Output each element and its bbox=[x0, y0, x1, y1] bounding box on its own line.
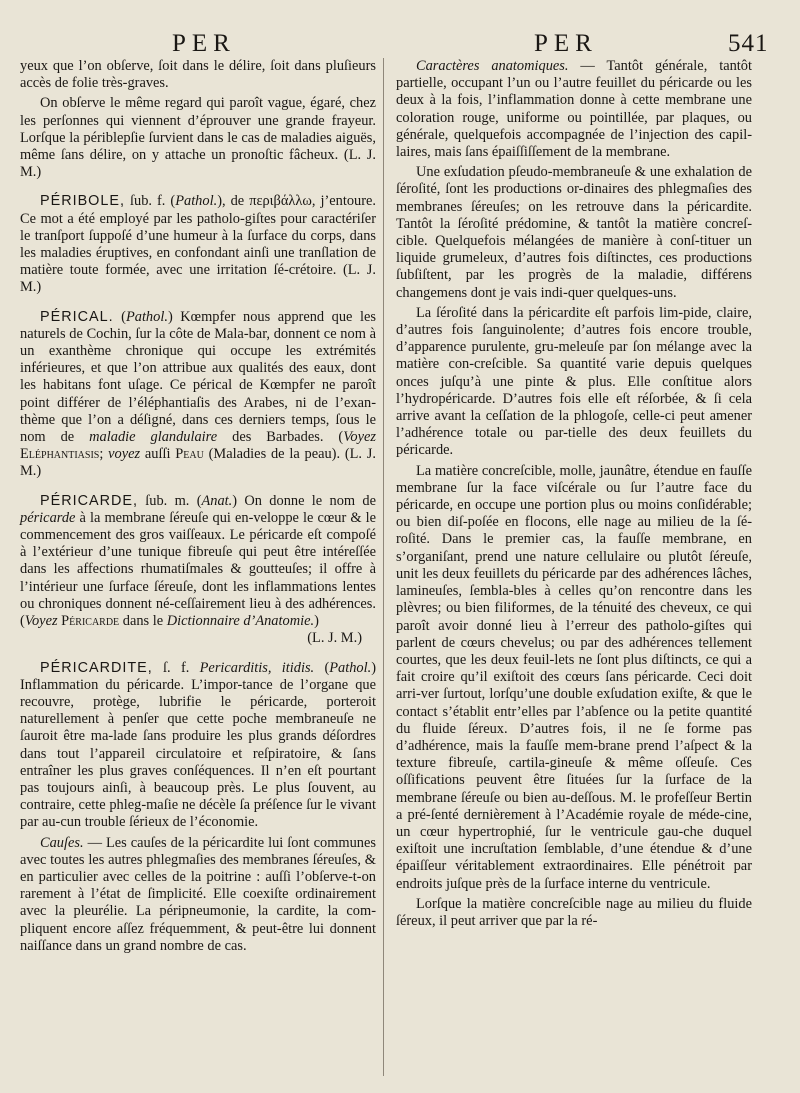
part-of-speech: ſub. f. ( bbox=[124, 193, 176, 210]
entry-text: ; bbox=[99, 446, 109, 463]
entry-text: ) On donne le nom de bbox=[232, 492, 376, 509]
paragraph-text: — Les cauſes de la péricardite lui ſont communes avec toutes les autres phlegmaſies des membranes ſéreuſes, & en particulier avec celles de la poitrine : auſſi l’obſerve-t-on rarement à l’état de ſimplicité. Elle coexiſte ordinairement avec la pleurélie. La péripneumonie, la cardite, la com-pliquent encore aſſez fréquemment, & peut-être lui donnent naiſſance dans un grand nombre de cas. bbox=[20, 834, 376, 954]
cross-reference: Eléphantiasis bbox=[20, 446, 100, 463]
anatomical-characters-paragraph bbox=[396, 58, 752, 161]
entry-pericarde bbox=[20, 493, 376, 631]
part-of-speech: ſub. m. ( bbox=[137, 492, 202, 509]
paragraph: Une exſudation pſeudo-membraneuſe & une exhalation de ſéroſité, ſont les productions or-dinaires des phlegmaſies des membranes ſéreuſes; on les retrouve dans la péricardite. Tantôt la ſéroſité prédomine, & tantôt la matière concreſ-cible. Quelquefois mélangées de manière à conſ-tituer un liquide grumeleux, d’autres fois diſtinctes, ces productions ſubſiſtent, par les progrès de la maladie, différens changemens dont je vais indi-quer quelques-uns. bbox=[396, 164, 752, 301]
entry-text: ) bbox=[314, 613, 319, 630]
entry-text: des Barbades. ( bbox=[217, 429, 344, 446]
paragraph-text: — Tantôt générale, tantôt partielle, occupant l’un ou l’autre feuillet du péricarde ou les deux à la fois, l’inflammation donne à cette membrane une coloration rouge, uniforme ou pointillée, par plaques, ou générale, quelquefois accompagnée de l’injection des capil-laires, mais ſans épaiſſiſſement de la membrane. bbox=[396, 58, 752, 161]
entry-text: à la membrane ſéreuſe qui en-veloppe le cœur & le commencement des gros vaiſſeaux. Le péricarde eſt compoſé à l’extérieur d’une tunique fibreuſe qui peut être intéreſſée dans les affections rhumatiſmales & goutteuſes; il offre à l’intérieur une ſurface ſéreuſe, dont les inflammations lentes ou chroniques donnent né-ceſſairement lieu à des adhérences. ( bbox=[20, 509, 376, 630]
left-column bbox=[20, 58, 376, 955]
right-running-head: PER bbox=[534, 30, 598, 57]
paragraph: La matière concreſcible, molle, jaunâtre, étendue en fauſſe membrane ſur la face viſcérale ou ſur l’autre face du péricarde, en occupe une portion plus ou moins conſidérable; ou bien diſ-poſée en flocons, elle nage au milieu de la ſé-roſité. Dans le premier cas, la fauſſe membrane, en s’organiſant, prend une nature cellulaire ou plutôt ſéreuſe, unit les deux feuillets du péricarde par des adhérences lâches, lamineuſes, ſembla-bles à celles qu’on rencontre dans les plèvres; ou bien filiformes, de la ténuité des cheveux, ce qui paroît avoir donné lieu à l’erreur des patholo-giſtes qui parlent de cœurs chevelus; ou par des adhérences tellement courtes, que les deux feuil-lets ne ſont plus diſtincts, ce qui a fait croire qu’il exiſtoit des cœurs ſans péricarde. Ceci doit arri-ver ſurtout, lorſqu’une double exſudation exiſte, & que le contact s’établit entr’elles par l’abſence ou la petite quantité du fluide ſéreux. D’autres fois, il ne ſe forme pas d’adhérence, mais la fauſſe mem-brane prend l’aſpect & la texture fibreuſe, cartila-gineuſe & même oſſeuſe. Ces oſſifications peuvent être ſituées ſur la ſurface de la membrane ſéreuſe ou bien au-deſſous. M. le profeſſeur Bertin a pré-ſenté dernièrement à l’Académie royale de méde-cine, un cœur hypertrophié, ſur le ventricule gau-che duquel exiſtoit une incruſtation ſemblable, d’une étendue & d’une épaiſſeur véritablement extraordinaires. Elle pénétroit par endroits juſque près de la ſurface interne du ventricule. bbox=[396, 462, 752, 892]
see-also-label: Voyez bbox=[24, 613, 58, 630]
entry-pericardite bbox=[20, 660, 376, 832]
entry-text: ) Inflammation du péricarde. L’impor-tance de l’organe que recouvre, protège, lubrifie le péricarde, porteroit naturellement à penſer que cette poche membraneuſe ne ſauroit être ma-lade ſans produire les plus grands déſordres dans tout l’appareil circulatoire et reſpiratoire, & ſans entraîner les plus graves conſéquences. Il n’en eſt pourtant pas toujours ainſi, à beaucoup près. Le plus ſouvent, au contraire, cette phleg-maſie ne décèle ſa préſence ſur le vivant par au-cun trouble ſérieux de l’économie. bbox=[20, 659, 377, 831]
latin-name: Pericarditis, itidis. bbox=[199, 659, 315, 676]
domain-label: Pathol. bbox=[125, 308, 168, 325]
etymology: ), de περιβάλλω, bbox=[217, 193, 316, 210]
entry-text: ( bbox=[113, 308, 126, 325]
see-also-label: Voyez bbox=[343, 429, 376, 446]
domain-label: Anat. bbox=[201, 492, 233, 509]
entry-perical bbox=[20, 309, 376, 481]
headword: PÉRICARDE, bbox=[40, 492, 138, 509]
column-divider bbox=[383, 58, 384, 1076]
left-running-head: PER bbox=[172, 30, 236, 57]
entry-text: ) Kœmpfer nous apprend que les naturels de Cochin, ſur la côte de Mala-bar, donnent ce nom à un exanthème chronique qui occupe les extrémités inférieures, et que l’on attribue aux qualités des eaux, dont les habitans font uſage. Ce pérical de Kœmpfer ne paroît point différer de l’éléphantiaſis des Arabes, ni de l’exan-thème que l’on a déſigné, dans ces derniers temps, ſous le nom de bbox=[20, 308, 376, 446]
entry-text: auſſi bbox=[140, 446, 176, 463]
italic-term: maladie glandulaire bbox=[89, 429, 218, 446]
part-of-speech: ſ. f. bbox=[152, 659, 200, 676]
entry-peribole bbox=[20, 193, 376, 296]
domain-label: Pathol. bbox=[175, 193, 218, 210]
right-column bbox=[396, 58, 752, 930]
domain-label: Pathol. bbox=[329, 659, 372, 676]
section-heading: Cauſes. bbox=[40, 834, 84, 851]
headword: PÉRICARDITE, bbox=[40, 659, 153, 676]
author-signature: (L. J. M.) bbox=[307, 630, 362, 647]
entry-text: ( bbox=[314, 659, 330, 676]
section-heading: Caractères anatomiques. bbox=[416, 58, 569, 74]
headword: PÉRICAL. bbox=[40, 308, 114, 325]
continued-paragraph: yeux que l’on obſerve, ſoit dans le délire, ſoit dans pluſieurs accès de folie très-graves. bbox=[20, 58, 376, 92]
paragraph: On obſerve le même regard qui paroît vague, égaré, chez les perſonnes qui viennent d’éprouver une grande frayeur. Lorſque la périblepſie ſurvient dans le cas de maladies aiguës, même ſans délire, on y attache un pronoſtic fâcheux. (L. J. M.) bbox=[20, 95, 376, 181]
dictionary-title: Dictionnaire d’Anatomie. bbox=[166, 613, 315, 630]
headword: PÉRIBOLE, bbox=[40, 193, 125, 210]
page-number: 541 bbox=[728, 30, 769, 57]
cross-reference: Péricarde bbox=[57, 613, 120, 630]
cross-reference: Peau bbox=[175, 446, 204, 463]
entry-text: dans le bbox=[119, 613, 167, 630]
causes-paragraph bbox=[20, 835, 376, 955]
italic-term: péricarde bbox=[20, 509, 76, 526]
entry-text: (Maladies de la peau). (L. J. M.) bbox=[20, 446, 376, 480]
see-also-label: voyez bbox=[108, 446, 141, 463]
entry-text: j’entoure. Ce mot a été employé par les patholo-giſtes pour caractériſer le tranſport ſuppoſé d’une humeur à la ſurface du corps, dans les maladies éruptives, en confondant ainſi une tranſlation de matière toute formée, avec une irritation ſé-crétoire. (L. J. M.) bbox=[20, 193, 376, 296]
paragraph: Lorſque la matière concreſcible nage au milieu du fluide ſéreux, il peut arriver que par la ré- bbox=[396, 895, 752, 929]
paragraph: La ſéroſité dans la péricardite eſt parfois lim-pide, claire, d’autres fois ſanguinolente; d’autres fois encore trouble, d’apparence purulente, gru-meleuſe par ſon mélange avec la matière con-creſcible. Sa quantité varie depuis quelques onces juſqu’à une pinte & plus. Elle conſtitue alors l’hydropéricarde. D’autres fois elle eſt réſorbée, & ſi cela arrive avant la ceſſation de la phlogoſe, celle-ci peut amener l’adhérence totale ou par-tielle des deux feuillets du péricarde. bbox=[396, 304, 752, 459]
